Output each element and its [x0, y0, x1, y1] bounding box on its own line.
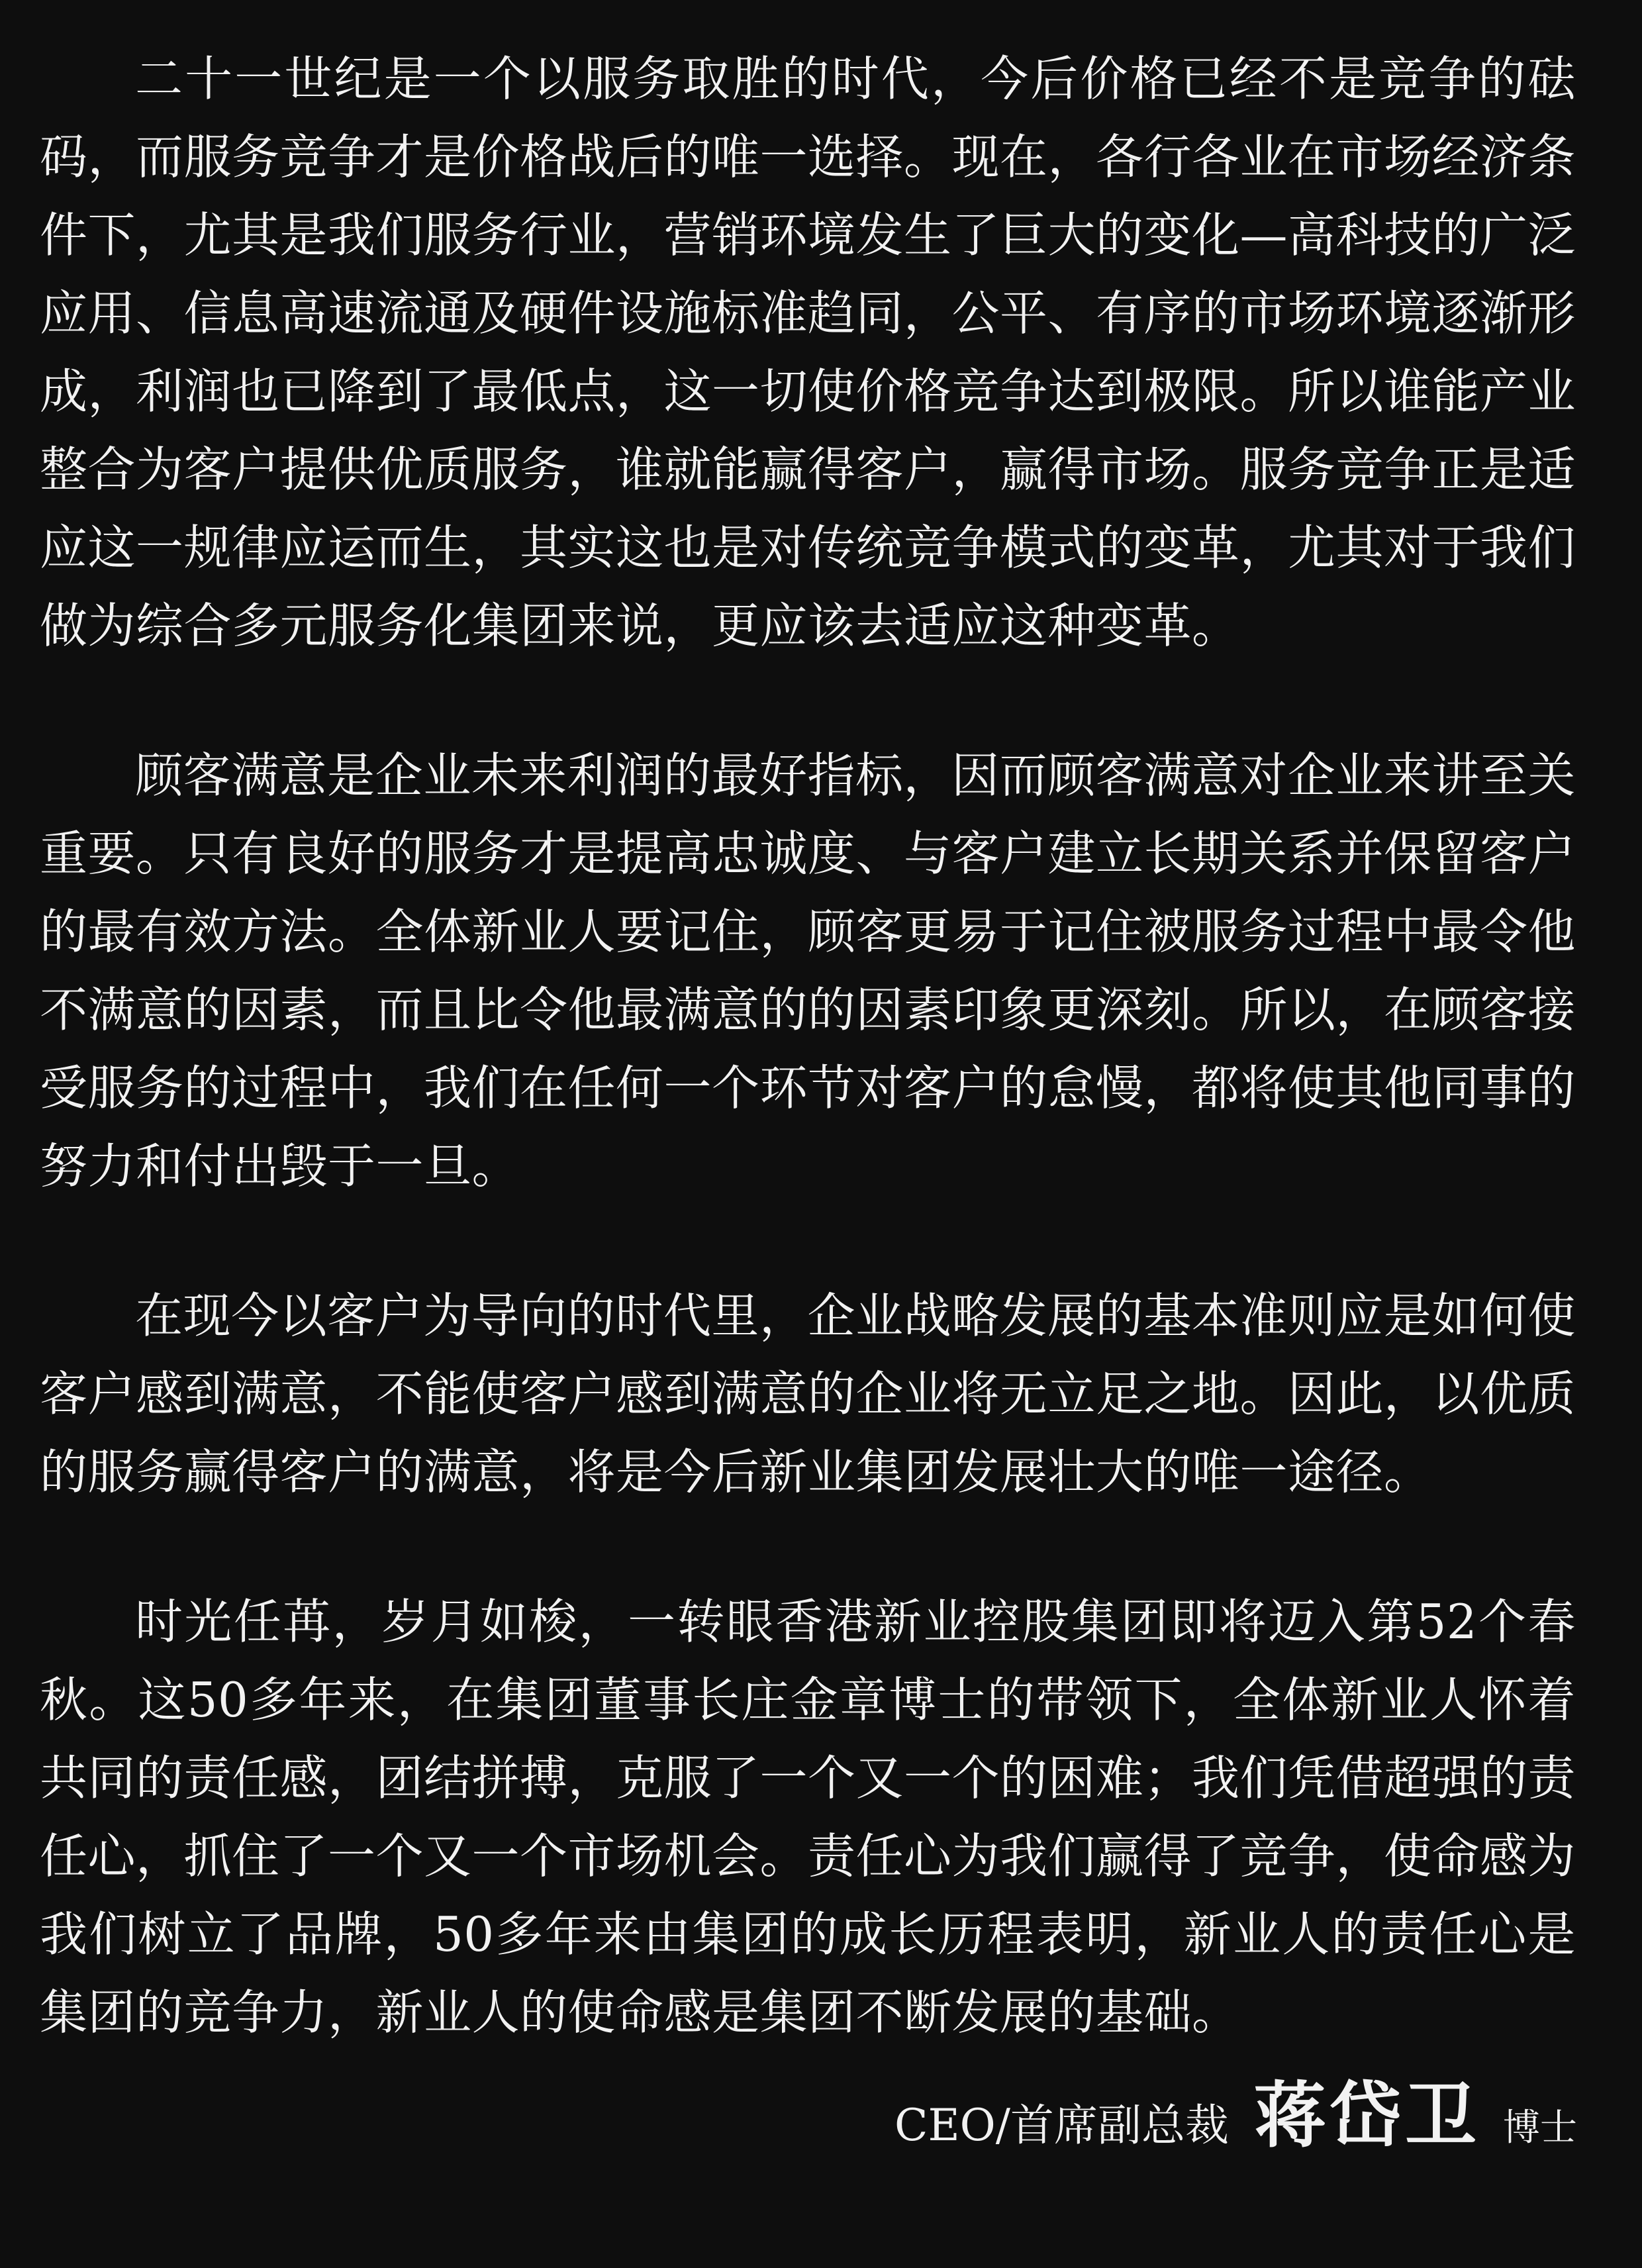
paragraph-1: 二十一世纪是一个以服务取胜的时代，今后价格已经不是竞争的砝码，而服务竞争才是价格战后的唯一选择。现在，各行各业在市场经济条件下，尤其是我们服务行业，营销环境发生了巨大的变化—高科技的广泛应用、信息高速流通及硬件设施标准趋同，公平、有序的市场环境逐渐形成，利润也已降到了最低点，这一切使价格竞争达到极限。所以谁能产业整合为客户提供优质服务，谁就能赢得客户，赢得市场。服务竞争正是适应这一规律应运而生，其实这也是对传统竞争模式的变革，尤其对于我们做为综合多元服务化集团来说，更应该去适应这种变革。 [40, 51, 1576, 654]
signature-suffix: 博士 [1503, 2106, 1577, 2149]
paragraph-2: 顾客满意是企业未来利润的最好指标，因而顾客满意对企业来讲至关重要。只有良好的服务才是提高忠诚度、与客户建立长期关系并保留客户的最有效方法。全体新业人要记住，顾客更易于记住被服务过程中最令他不满意的因素，而且比令他最满意的的因素印象更深刻。所以，在顾客接受服务的过程中，我们在任何一个环节对客户的怠慢，都将使其他同事的努力和付出毁于一旦。 [40, 748, 1576, 1194]
signature-name: 蒋岱卫 [1253, 2074, 1480, 2157]
paragraph-3: 在现今以客户为导向的时代里，企业战略发展的基本准则应是如何使客户感到满意，不能使客户感到满意的企业将无立足之地。因此，以优质的服务赢得客户的满意，将是今后新业集团发展壮大的唯一途径。 [40, 1288, 1576, 1500]
paragraph-4: 时光任苒，岁月如梭，一转眼香港新业控股集团即将迈入第52个春秋。这50多年来，在集团董事长庄金章博士的带领下，全体新业人怀着共同的责任感，团结拼搏，克服了一个又一个的困难；我们凭借超强的责任心，抓住了一个又一个市场机会。责任心为我们赢得了竞争，使命感为我们树立了品牌，50多年来由集团的成长历程表明，新业人的责任心是集团的竞争力，新业人的使命感是集团不断发展的基础。 [40, 1594, 1576, 2040]
signature-title: CEO/首席副总裁 [894, 2100, 1229, 2151]
signature-block [894, 2058, 1577, 2161]
document-body [40, 40, 1576, 2051]
